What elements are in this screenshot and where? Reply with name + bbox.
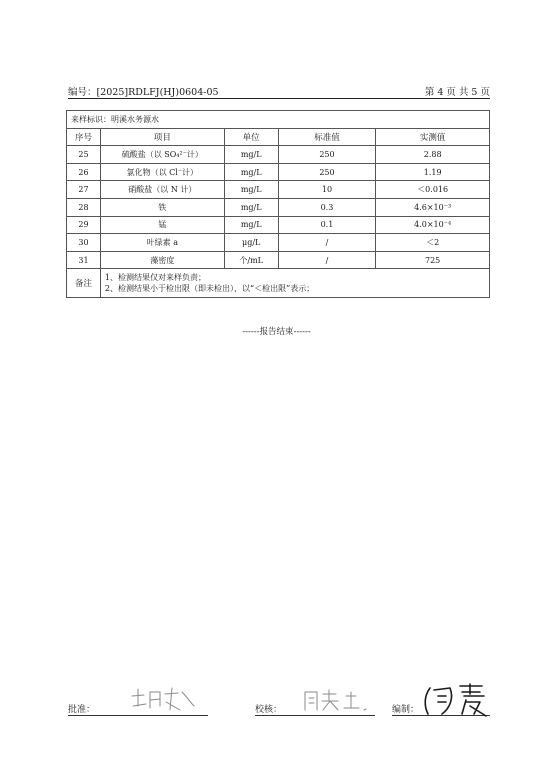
cell-standard: 0.3 [278,198,376,216]
signature-block [0,680,553,720]
cell-unit: 个/mL [224,251,278,269]
cell-unit: μg/L [224,234,278,252]
cell-no: 30 [67,234,101,252]
cell-unit: mg/L [224,163,278,181]
report-number: 编号：[2025]RDLFJ(HJ)0604-05 [68,87,219,98]
cell-standard: 10 [278,181,376,199]
prepare-signature [420,682,492,718]
cell-item: 藻密度 [100,251,224,269]
approve-label: 批准： [68,705,96,715]
cell-no: 25 [67,146,101,164]
notes-label: 备注 [67,269,101,298]
cell-measured: ＜2 [376,234,490,252]
cell-standard: 0.1 [278,216,376,234]
source-row [67,111,490,129]
col-header-no: 序号 [67,128,101,146]
prepare-label: 编制： [392,705,420,715]
cell-standard: / [278,251,376,269]
cell-item: 氯化物（以 Cl⁻计） [100,163,224,181]
cell-item: 铁 [100,198,224,216]
cell-measured: ＜0.016 [376,181,490,199]
report-header [68,84,490,99]
page-indicator: 第 4 页 共 5 页 [424,87,490,98]
col-header-measured: 实测值 [376,128,490,146]
sample-source: 来样标识：明溪水务源水 [67,111,490,129]
cell-no: 29 [67,216,101,234]
table-row [67,251,490,269]
approve-underline [68,715,208,716]
cell-standard: / [278,234,376,252]
cell-no: 28 [67,198,101,216]
table-row [67,146,490,164]
cell-unit: mg/L [224,146,278,164]
cell-item: 锰 [100,216,224,234]
review-underline [255,715,375,716]
cell-item: 硫酸盐（以 SO₄²⁻计） [100,146,224,164]
cell-item: 硝酸盐（以 N 计） [100,181,224,199]
cell-standard: 250 [278,163,376,181]
cell-no: 26 [67,163,101,181]
header-row [67,128,490,146]
col-header-standard: 标准值 [278,128,376,146]
table-row [67,198,490,216]
cell-standard: 250 [278,146,376,164]
results-table [66,110,490,298]
table-row [67,234,490,252]
table-row [67,163,490,181]
notes-cell [100,269,489,298]
note-line: 1、检测结果仅对来样负责； [104,273,207,283]
col-header-unit: 单位 [224,128,278,146]
cell-unit: mg/L [224,198,278,216]
notes-row [67,269,490,298]
note-line: 2、检测结果小于检出限（即未检出），以“＜检出限”表示； [104,284,315,294]
cell-no: 27 [67,181,101,199]
table-row [67,216,490,234]
cell-measured: 2.88 [376,146,490,164]
cell-measured: 4.0×10⁻⁴ [376,216,490,234]
cell-measured: 725 [376,251,490,269]
review-label: 校核： [255,705,283,715]
cell-measured: 4.6×10⁻³ [376,198,490,216]
table-row [67,181,490,199]
report-end-marker: ------报告结束------ [242,327,311,337]
cell-unit: mg/L [224,181,278,199]
review-signature [302,688,372,714]
cell-unit: mg/L [224,216,278,234]
cell-measured: 1.19 [376,163,490,181]
approve-signature [128,684,198,714]
cell-no: 31 [67,251,101,269]
cell-item: 叶绿素 a [100,234,224,252]
col-header-item: 项目 [100,128,224,146]
